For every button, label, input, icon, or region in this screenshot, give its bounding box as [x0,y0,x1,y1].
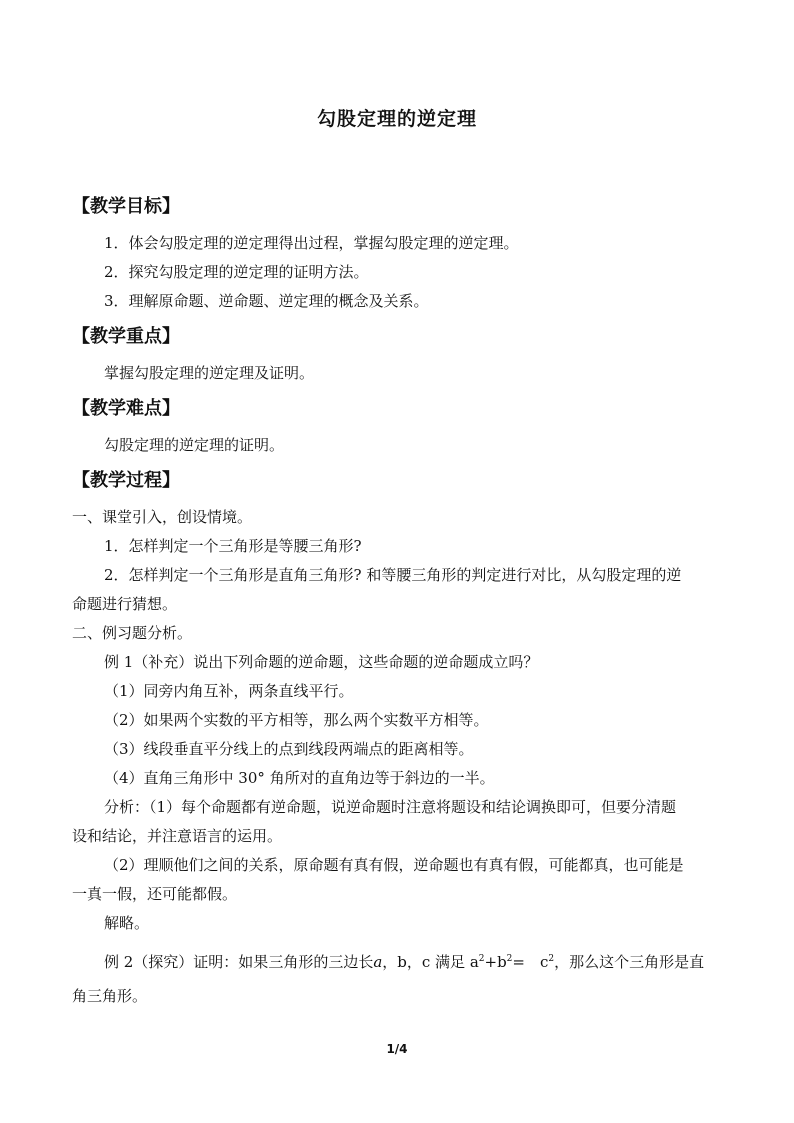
analysis-2-line1: （2）理顺他们之间的关系，原命题有真有假，逆命题也有真有假，可能都真，也可能是 [104,856,684,874]
part1-question-2-line1: 2．怎样判定一个三角形是直角三角形? 和等腰三角形的判定进行对比，从勾股定理的逆 [104,566,682,584]
part1-question-2-line2: 命题进行猜想。 [72,595,178,613]
example-1: 例 1（补充）说出下列命题的逆命题，这些命题的逆命题成立吗？ [104,653,539,671]
solution-text: 解略。 [104,914,150,932]
exponent-a: 2 [478,954,485,964]
key-points-text: 掌握勾股定理的逆定理及证明。 [104,364,315,382]
page-title: 勾股定理的逆定理 [316,108,477,130]
example-2-line2: 角三角形。 [72,987,148,1005]
example-2-prefix: 例 2（探究）证明：如果三角形的三边长 [104,953,374,971]
goals-heading: 【教学目标】 [72,196,180,217]
part1-title: 一、课堂引入，创设情境。 [72,508,253,526]
example-1-item-4: （4）直角三角形中 30° 角所对的直角边等于斜边的一半。 [104,769,495,787]
analysis-1-line1: 分析：（1）每个命题都有逆命题，说逆命题时注意将题设和结论调换即可，但要分清题 [104,798,677,816]
part1-question-1: 1．怎样判定一个三角形是等腰三角形? [104,537,362,555]
example-1-item-2: （2）如果两个实数的平方相等，那么两个实数平方相等。 [104,711,489,729]
example-1-item-1: （1）同旁内角互补，两条直线平行。 [104,682,354,700]
example-2-line1 [104,949,704,972]
variable-a: a [373,953,383,971]
goal-item-2: 2．探究勾股定理的逆定理的证明方法。 [104,263,369,281]
example-1-item-3: （3）线段垂直平分线上的点到线段两端点的距离相等。 [104,740,474,758]
process-heading: 【教学过程】 [72,470,180,491]
part2-title: 二、例习题分析。 [72,624,193,642]
exponent-b: 2 [506,954,513,964]
analysis-2-line2: 一真一假，还可能都假。 [72,885,238,903]
analysis-1-line2: 设和结论，并注意语言的运用。 [72,827,283,845]
difficulties-text: 勾股定理的逆定理的证明。 [104,436,285,454]
example-2-suffix: ，那么这个三角形是直 [554,953,705,971]
key-points-heading: 【教学重点】 [72,326,180,347]
example-2-eq: = c [512,953,549,971]
difficulties-heading: 【教学难点】 [72,398,180,419]
goal-item-1: 1．体会勾股定理的逆定理得出过程，掌握勾股定理的逆定理。 [104,234,519,252]
exponent-c: 2 [548,954,555,964]
page-number: 1/4 [386,1042,408,1056]
goal-item-3: 3．理解原命题、逆命题、逆定理的概念及关系。 [104,292,429,310]
example-2-sep: ，b，c 满足 a [382,953,479,971]
example-2-plus-b: +b [484,953,507,971]
